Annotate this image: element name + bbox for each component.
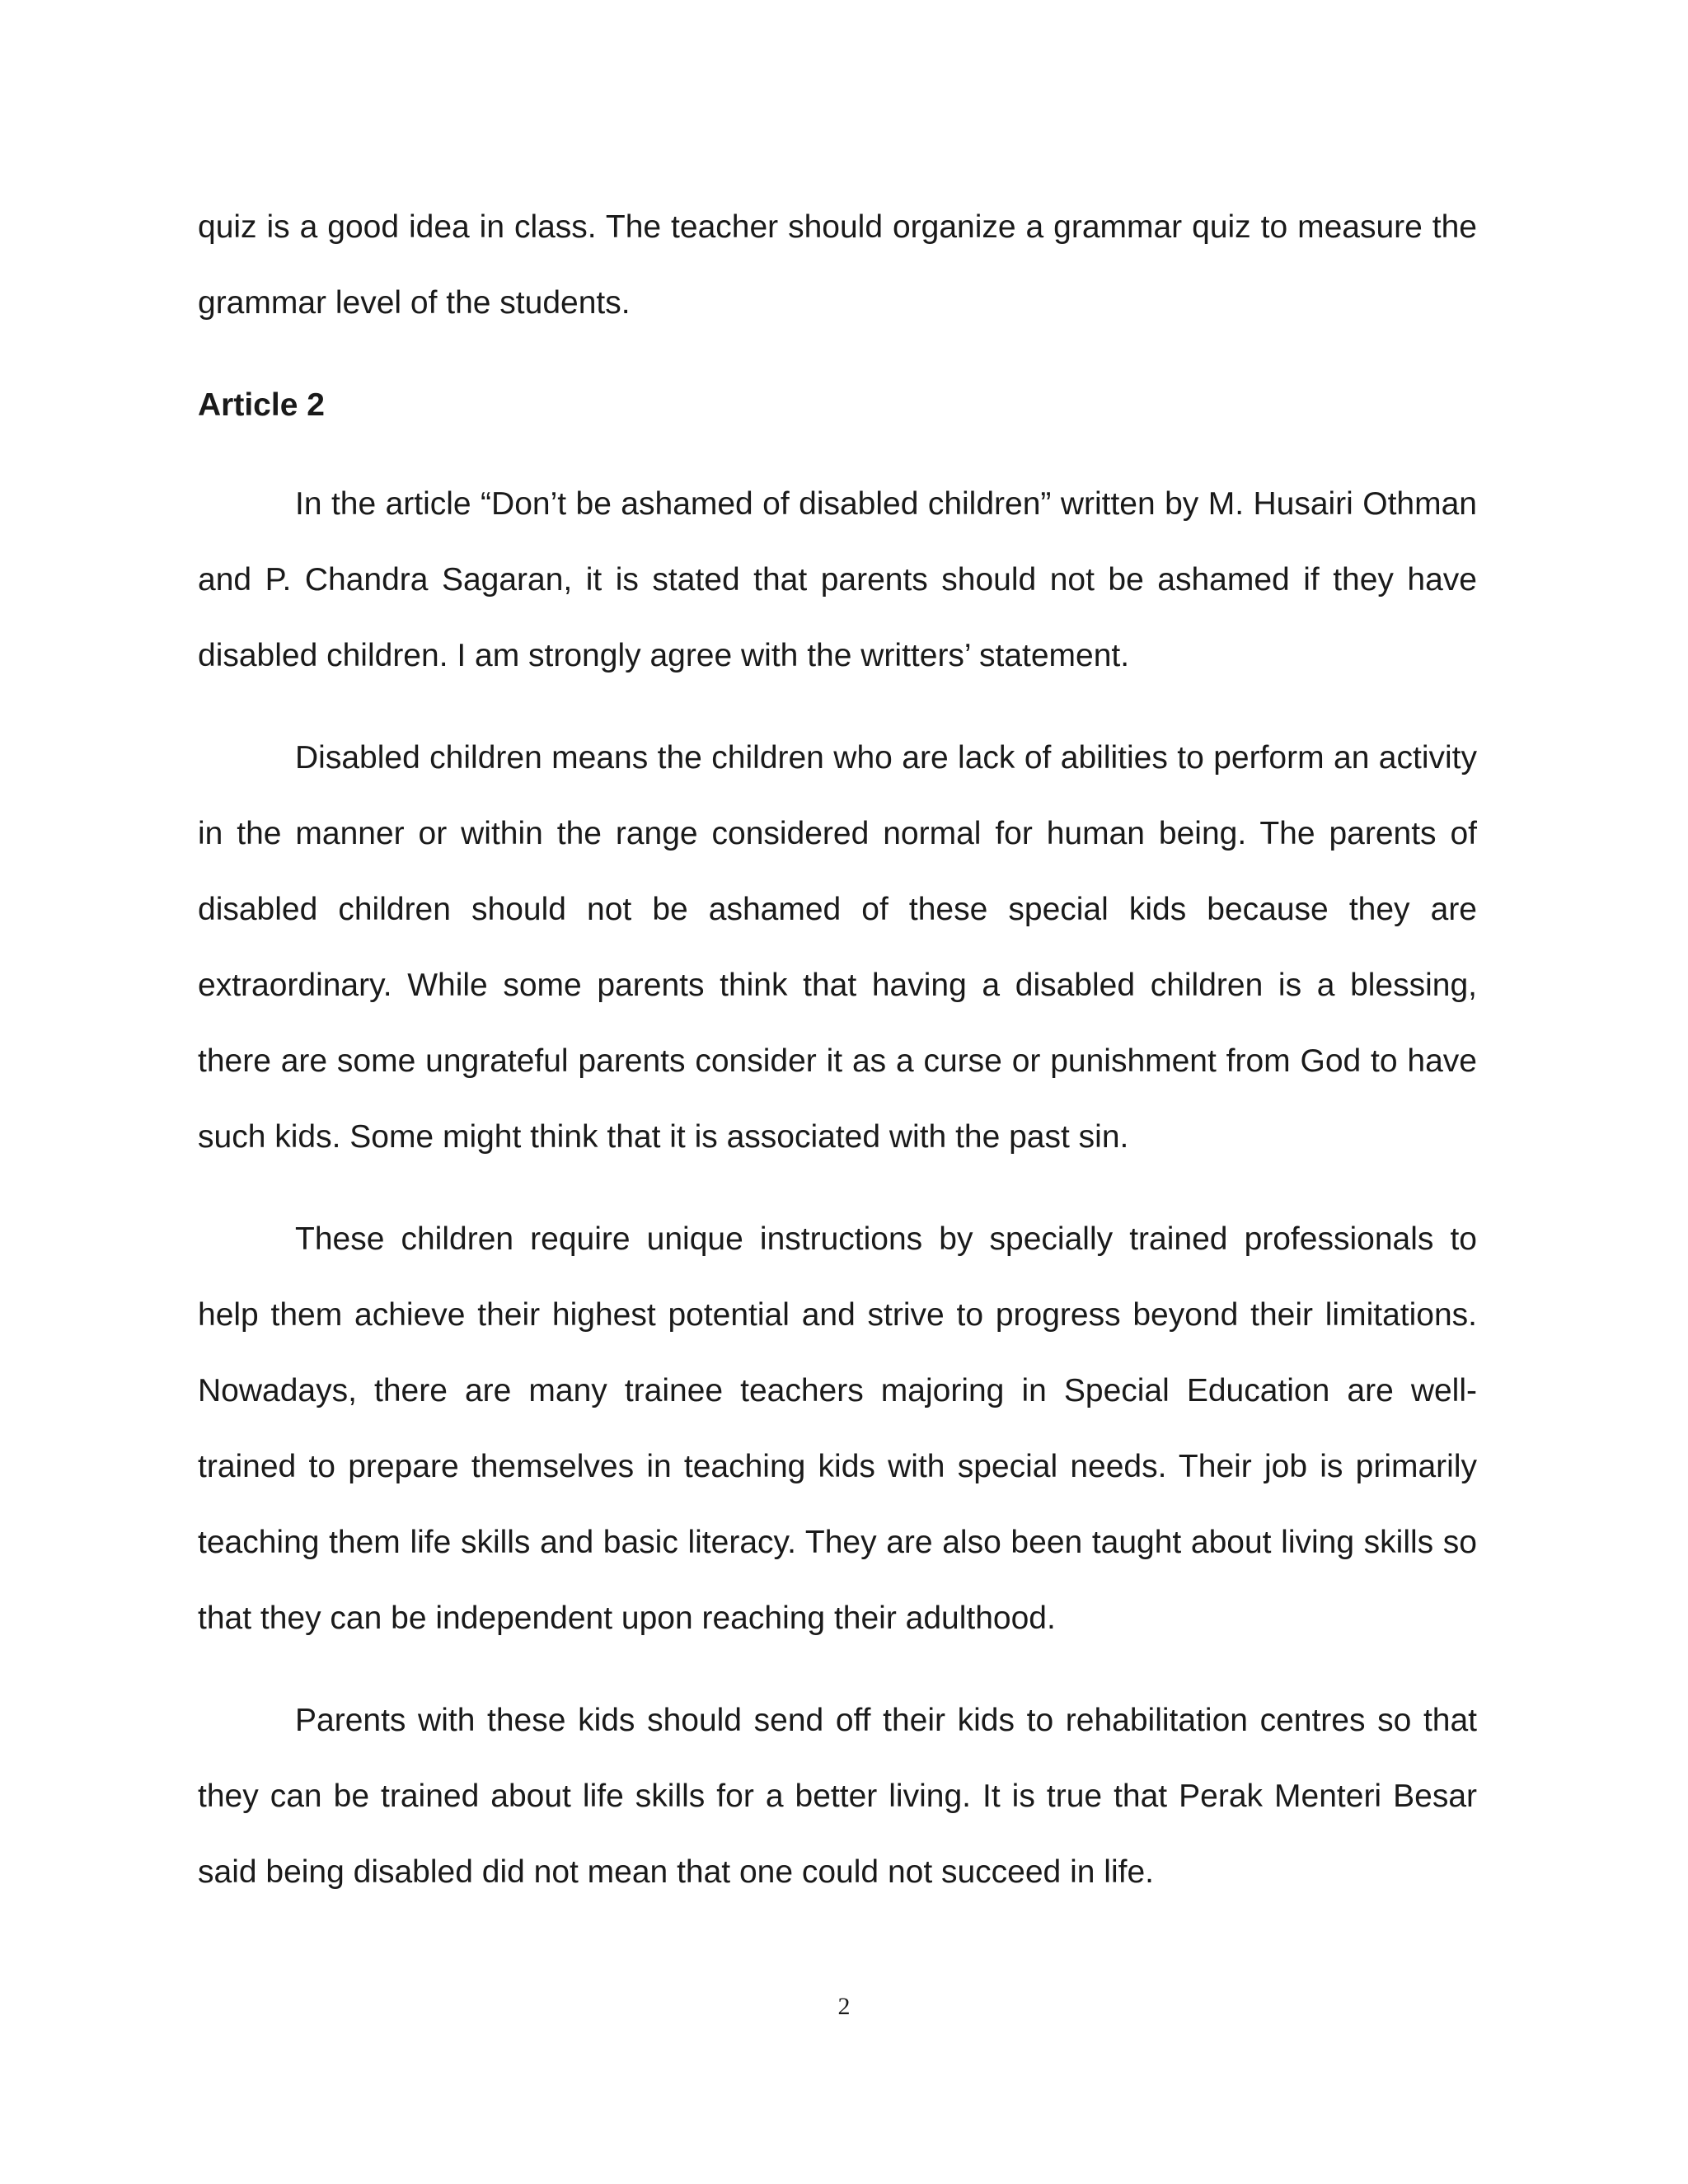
document-body [198, 190, 1477, 1910]
paragraph-special-education: These children require unique instructions by specially trained professionals to help them achieve their highest potential and strive to progress beyond their limitations. Nowadays, there are many trainee teachers majoring in Special Education are well-trained to prepare themselves in teaching kids with special needs. Their job is primarily teaching them life skills and basic literacy. They are also been taught about living skills so that they can be independent upon reaching their adulthood. [198, 1221, 1477, 1636]
paragraph-disabled-definition: Disabled children means the children who are lack of abilities to perform an activity in the manner or within the range considered normal for human being. The parents of disabled children should not be ashamed of these special kids because they are extraordinary. While some parents think that having a disabled children is a blessing, there are some ungrateful parents consider it as a curse or punishment from God to have such kids. Some might think that it is associated with the past sin. [198, 740, 1477, 1155]
intro-paragraph: quiz is a good idea in class. The teacher should organize a grammar quiz to measure the grammar level of the students. [198, 209, 1477, 321]
paragraph-rehabilitation: Parents with these kids should send off their kids to rehabilitation centres so that they can be trained about life skills for a better living. It is true that Perak Menteri Besar said being disabled did not mean that one could not succeed in life. [198, 1703, 1477, 1890]
section-heading: Article 2 [198, 387, 325, 423]
paragraph-article-summary: In the article “Don’t be ashamed of disabled children” written by M. Husairi Othman and P. Chandra Sagaran, it is stated that parents should not be ashamed if they have disabled children. I am strongly agree with the writters’ statement. [198, 486, 1477, 673]
page-number: 2 [837, 1993, 851, 2020]
